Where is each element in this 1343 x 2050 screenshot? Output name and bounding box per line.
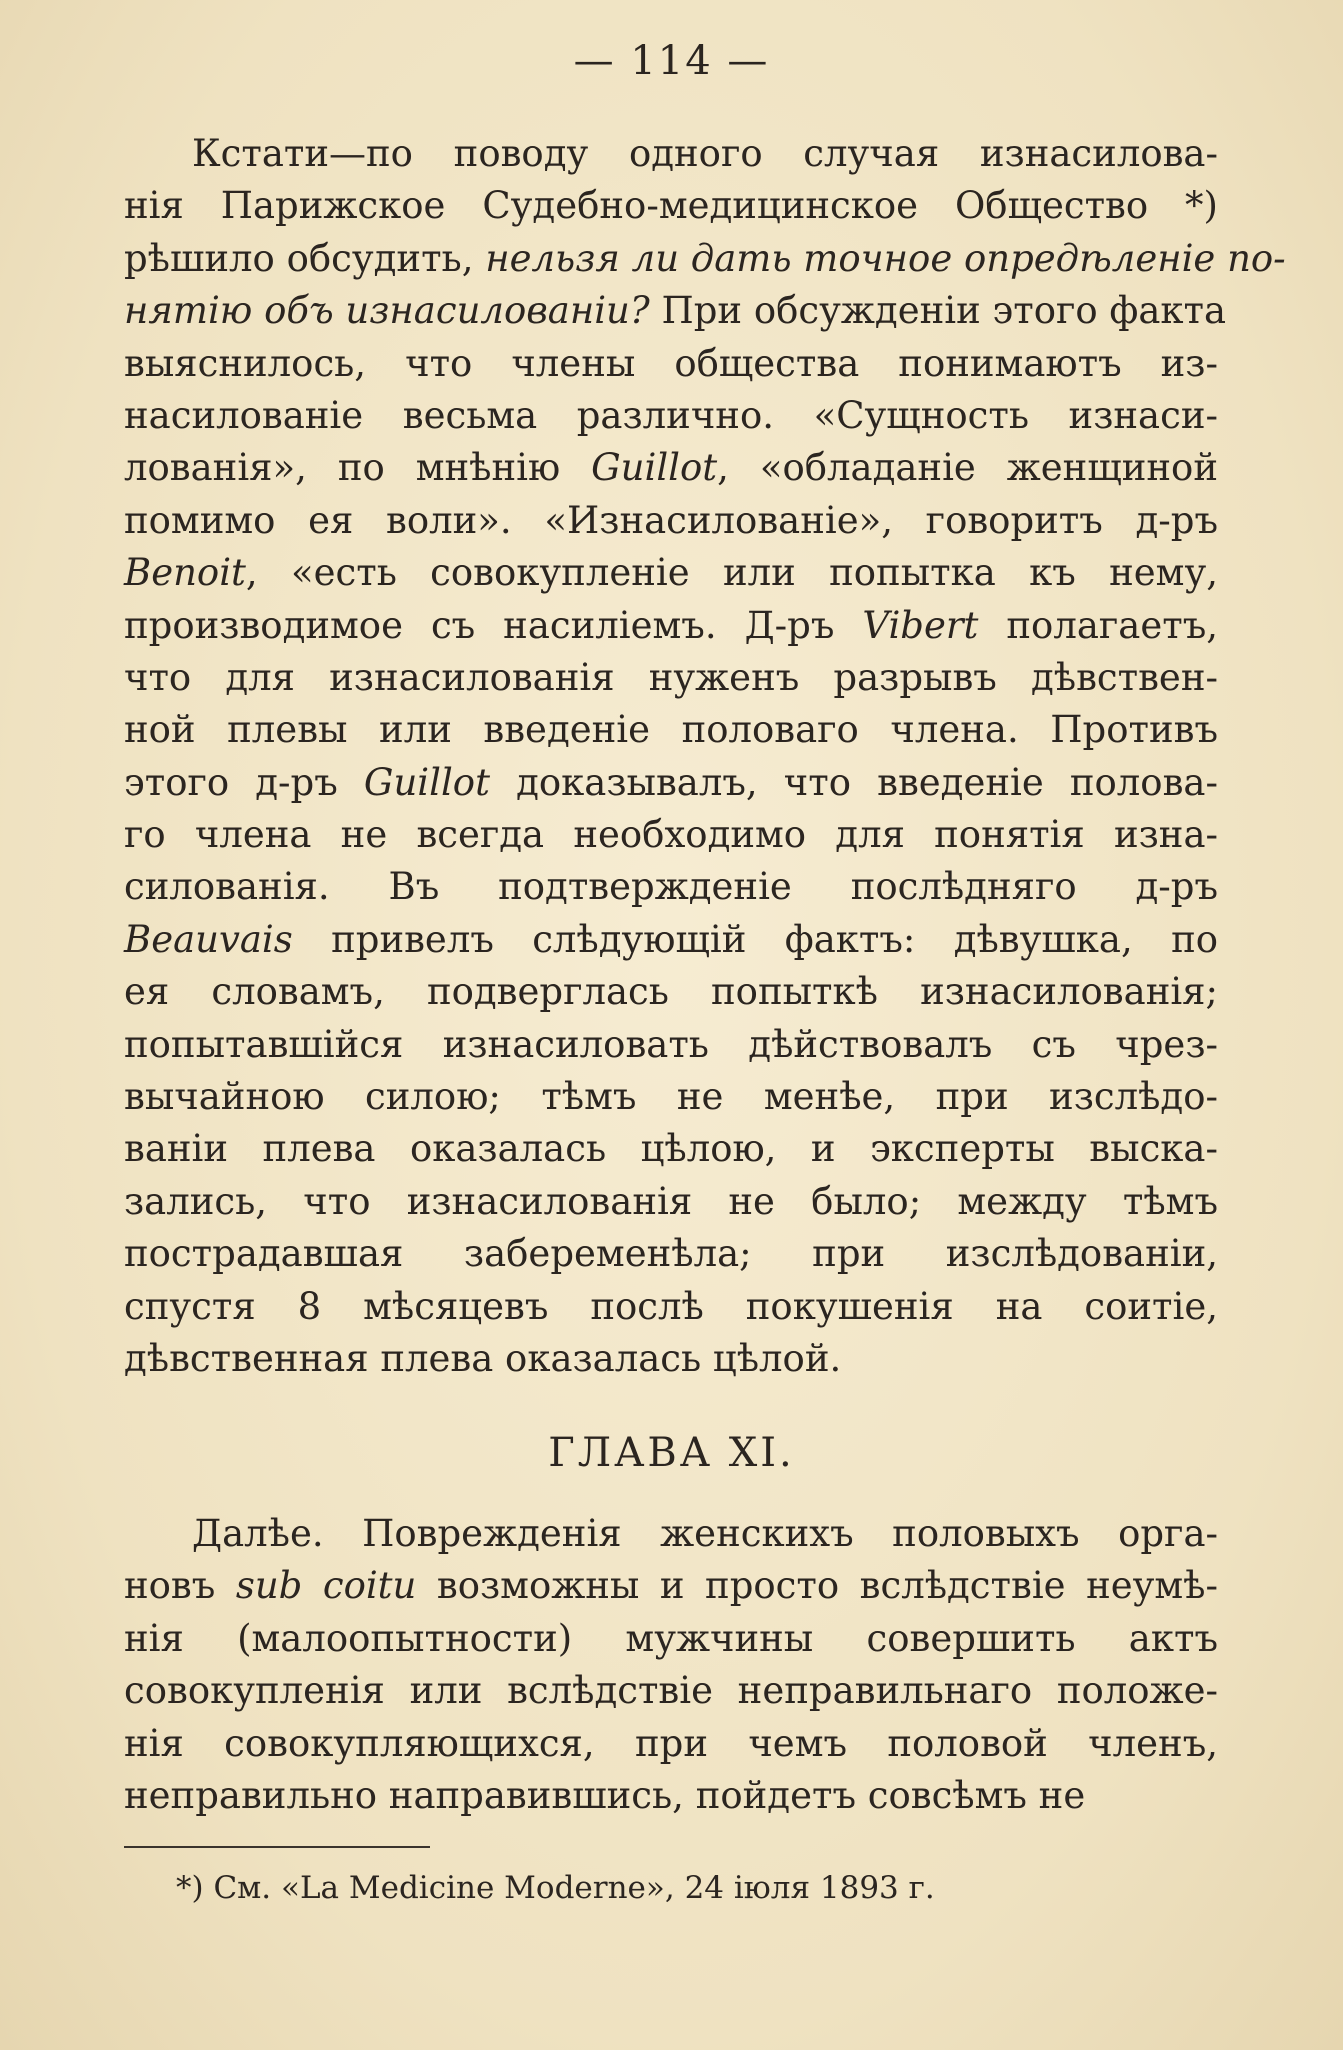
text-line	[124, 442, 1218, 494]
text-run: этого д-ръ	[124, 760, 364, 804]
text-run: спустя 8 мѣсяцевъ послѣ покушенія на соитіе,	[124, 1284, 1218, 1328]
text-line	[124, 704, 1218, 756]
text-run: что для изнасилованія нуженъ разрывъ дѣвствен-	[124, 655, 1218, 699]
text-line	[124, 652, 1218, 704]
italic-text: нельзя ли дать точное опредѣленіе по-	[485, 236, 1286, 280]
text-run: помимо ея воли». «Изнасилованіе», говоритъ д-ръ	[124, 498, 1218, 542]
text-line	[124, 128, 1218, 180]
text-line	[124, 1718, 1218, 1770]
text-run: нія совокупляющихся, при чемъ половой членъ,	[124, 1721, 1218, 1765]
text-run: возможны и просто вслѣдствіе неумѣ-	[416, 1564, 1218, 1608]
text-run: дѣвственная плева оказалась цѣлой.	[124, 1336, 842, 1380]
text-line	[124, 1281, 1218, 1333]
text-run: Далѣе. Поврежденія женскихъ половыхъ орга-	[192, 1512, 1218, 1555]
italic-text: sub coitu	[235, 1564, 417, 1608]
text-line	[124, 1560, 1218, 1612]
text-line	[124, 233, 1286, 285]
text-run: зались, что изнасилованія не было; между тѣмъ	[124, 1179, 1218, 1223]
text-run: нія (малоопытности) мужчины совершить актъ	[124, 1616, 1218, 1660]
italic-text: Guillot	[363, 760, 490, 804]
text-run: , «есть совокупленіе или попытка къ нему,	[245, 551, 1218, 595]
text-line	[124, 1123, 1218, 1175]
text-line	[124, 180, 1218, 232]
text-line	[124, 914, 1218, 966]
text-run: вычайною силою; тѣмъ не менѣе, при изслѣдо-	[124, 1075, 1218, 1119]
text-run: го члена не всегда необходимо для понятія изна-	[124, 813, 1218, 857]
text-line	[124, 547, 1218, 599]
text-line	[124, 1176, 1218, 1228]
italic-text: Beauvais	[124, 917, 293, 961]
text-run: доказывалъ, что введеніе полова-	[489, 760, 1218, 804]
italic-text: Guillot	[591, 446, 718, 490]
text-run: насилованіе весьма различно. «Сущность изнаси-	[124, 393, 1218, 437]
text-line	[124, 1770, 1218, 1822]
text-run: полагаетъ,	[978, 603, 1219, 647]
italic-text: Vibert	[862, 603, 979, 647]
text-line	[124, 285, 1227, 337]
text-run: нія Парижское Судебно-медицинское Общество *)	[124, 184, 1218, 228]
text-line	[124, 1071, 1218, 1123]
text-run: новъ	[124, 1564, 236, 1608]
text-run: лованія», по мнѣнію	[124, 446, 592, 490]
text-run: , «обладаніе женщиной	[717, 446, 1218, 490]
text-run: совокупленія или вслѣдствіе неправильнаго положе-	[124, 1669, 1218, 1713]
text-line	[124, 338, 1218, 390]
text-run: силованія. Въ подтвержденіе послѣдняго д-ръ	[124, 865, 1218, 909]
text-line	[124, 1508, 1218, 1560]
text-line	[124, 809, 1218, 861]
text-run: производимое съ насиліемъ. Д-ръ	[124, 603, 863, 647]
text-line	[124, 600, 1218, 652]
text-run: ной плевы или введеніе половаго члена. Противъ	[124, 708, 1218, 752]
chapter-heading: ГЛАВА XI.	[548, 1430, 795, 1476]
text-line	[124, 1228, 1218, 1280]
text-line	[124, 1613, 1218, 1665]
text-run: выяснилось, что члены общества понимаютъ из-	[124, 341, 1218, 385]
text-run: ея словамъ, подверглась попыткѣ изнасилованія;	[124, 970, 1218, 1014]
text-run: привелъ слѣдующій фактъ: дѣвушка, по	[292, 917, 1218, 961]
footnote-divider	[124, 1846, 430, 1848]
text-line	[124, 966, 1218, 1018]
text-run: При обсужденіи этого факта	[649, 289, 1227, 333]
italic-text: нятію объ изнасилованіи?	[124, 289, 650, 333]
text-line	[124, 1333, 1218, 1385]
text-line	[124, 390, 1218, 442]
text-line	[124, 495, 1218, 547]
text-run: пострадавшая забеременѣла; при изслѣдованіи,	[124, 1232, 1218, 1276]
text-line	[124, 757, 1218, 809]
paragraph-1	[124, 128, 1286, 1385]
footnote: *) См. «La Medicine Moderne», 24 іюля 1893 г.	[176, 1870, 935, 1906]
text-line	[124, 861, 1218, 913]
text-line	[124, 1665, 1218, 1717]
italic-text: Benoit	[124, 551, 246, 595]
text-run: Кстати—по поводу одного случая изнасилова-	[192, 132, 1218, 175]
text-run: неправильно направившись, пойдетъ совсѣмъ не	[124, 1773, 1086, 1817]
text-run: ваніи плева оказалась цѣлою, и эксперты выска-	[124, 1127, 1218, 1171]
text-run: рѣшило обсудить,	[124, 236, 486, 280]
text-run: попытавшійся изнасиловать дѣйствовалъ съ чрез-	[124, 1022, 1218, 1066]
paragraph-2	[124, 1508, 1218, 1822]
text-line	[124, 1019, 1218, 1071]
page-number: — 114 —	[573, 38, 770, 84]
